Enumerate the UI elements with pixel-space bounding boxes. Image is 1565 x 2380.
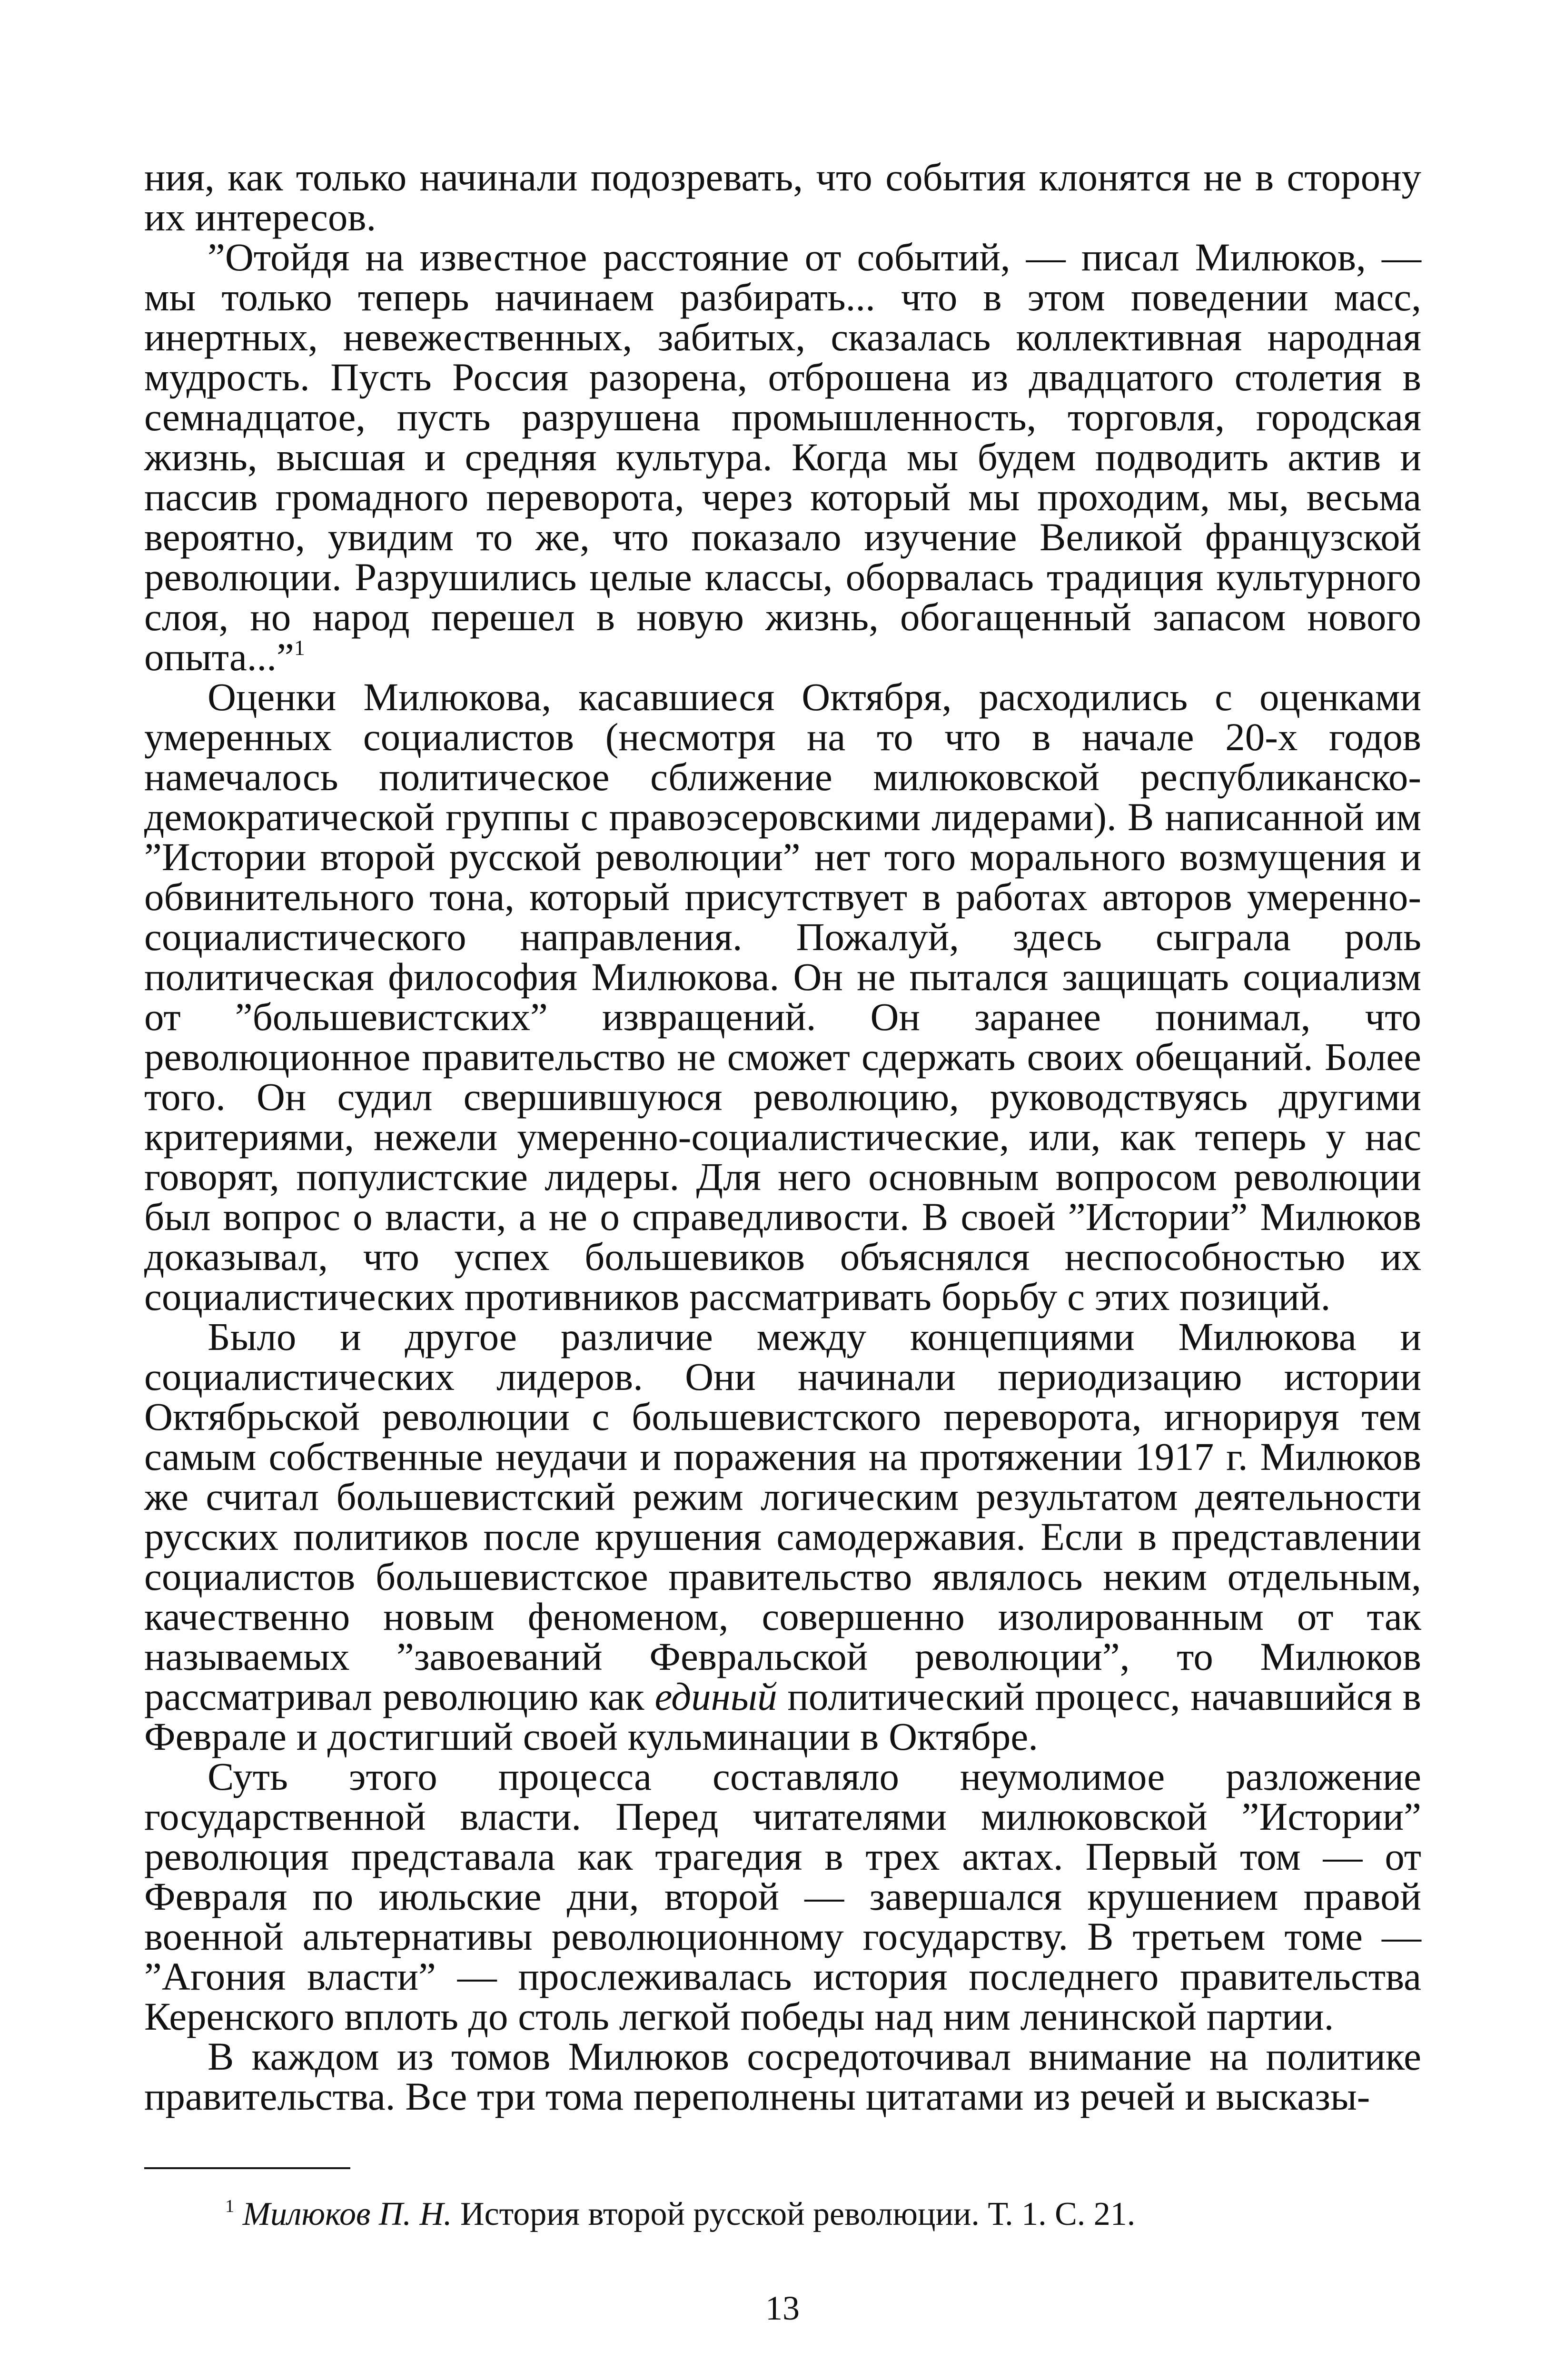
footnote-reference[interactable]: 1 [294, 635, 305, 660]
main-text [144, 157, 1421, 2116]
footnote [144, 2195, 1421, 2233]
emphasized-word: единый [654, 1675, 777, 1718]
paragraph-4 [144, 1317, 1421, 1756]
page-body [144, 157, 1421, 2116]
paragraph-1: ния, как только начинали подозревать, что события клонятся не в сторону их интересов. [144, 155, 1421, 239]
footnote-divider [144, 2167, 350, 2169]
footnote-text: История второй русской революции. Т. 1. С. 21. [452, 2196, 1136, 2232]
paragraph-5: Суть этого процесса составляло неумолимое разложение государственной власти. Перед читателями милюковской ”Истории” революция представала как трагедия в трех актах. Первый том — от Февраля по июльские дни, второй — завершался крушением правой военной альтернативы революционному государству. В третьем томе — ”Агония власти” — прослеживалась история последнего правительства Керенского вплоть до столь легкой победы над ним ленинской партии. [144, 1755, 1421, 2038]
paragraph-3: Оценки Милюкова, касавшиеся Октября, расходились с оценками умеренных социалистов (несмотря на то что в начале 20-х годов намечалось политическое сближение милюковской республиканско-демократической группы с правоэсеровскими лидерами). В написанной им ”Истории второй русской революции” нет того морального возмущения и обвинительного тона, который присутствует в работах авторов умеренно-социалистического направления. Пожалуй, здесь сыграла роль политическая философия Милюкова. Он не пытался защищать социализм от ”большевистских” извращений. Он заранее понимал, что революционное правительство не сможет сдержать своих обещаний. Более того. Он судил свершившуюся революцию, руководствуясь другими критериями, нежели умеренно-социалистические, или, как теперь у нас говорят, популистские лидеры. Для него основным вопросом революции был вопрос о власти, а не о справедливости. В своей ”Истории” Милюков доказывал, что успех большевиков объяснялся неспособностью их социалистических противников рассматривать борьбу с этих позиций. [144, 675, 1421, 1319]
paragraph-6: В каждом из томов Милюков сосредоточивал внимание на политике правительства. Все три тома переполнены цитатами из речей и высказы- [144, 2034, 1421, 2118]
page-number: 13 [765, 2289, 800, 2327]
quote-text: ”Отойдя на известное расстояние от событий, — писал Милюков, — мы только теперь начинаем разбирать... что в этом поведении масс, инертных, невежественных, забитых, сказалась коллективная народная мудрость. Пусть Россия разорена, отброшена из двадцатого столетия в семнадцатое, пусть разрушена промышленность, торговля, городская жизнь, высшая и средняя культура. Когда мы будем подводить актив и пассив громадного переворота, через который мы проходим, мы, весьма вероятно, увидим то же, что показало изучение Великой французской революции. Разрушились целые классы, оборвалась традиция культурного слоя, но народ перешел в новую жизнь, обогащенный запасом нового опыта...” [144, 235, 1421, 679]
paragraph-4-part-1: Было и другое различие между концепциями Милюкова и социалистических лидеров. Они начинали периодизацию истории Октябрьской революции с большевистского переворота, игнорируя тем самым собственные неудачи и поражения на протяжении 1917 г. Милюков же считал большевистский режим логическим результатом деятельности русских политиков после крушения самодержавия. Если в представлении социалистов большевистское правительство являлось неким отдельным, качественно новым феноменом, совершенно изолированным от так называемых ”завоеваний Февральской революции”, то Милюков рассматривал революцию как [144, 1315, 1421, 1718]
paragraph-2-quote [144, 237, 1421, 677]
paragraph-4-part-2: политический процесс, начавшийся в Феврале и достигший своей кульминации в Октябре. [144, 1675, 1421, 1758]
footnote-mark: 1 [225, 2196, 235, 2217]
footnote-author: Милюков П. Н. [242, 2196, 452, 2232]
